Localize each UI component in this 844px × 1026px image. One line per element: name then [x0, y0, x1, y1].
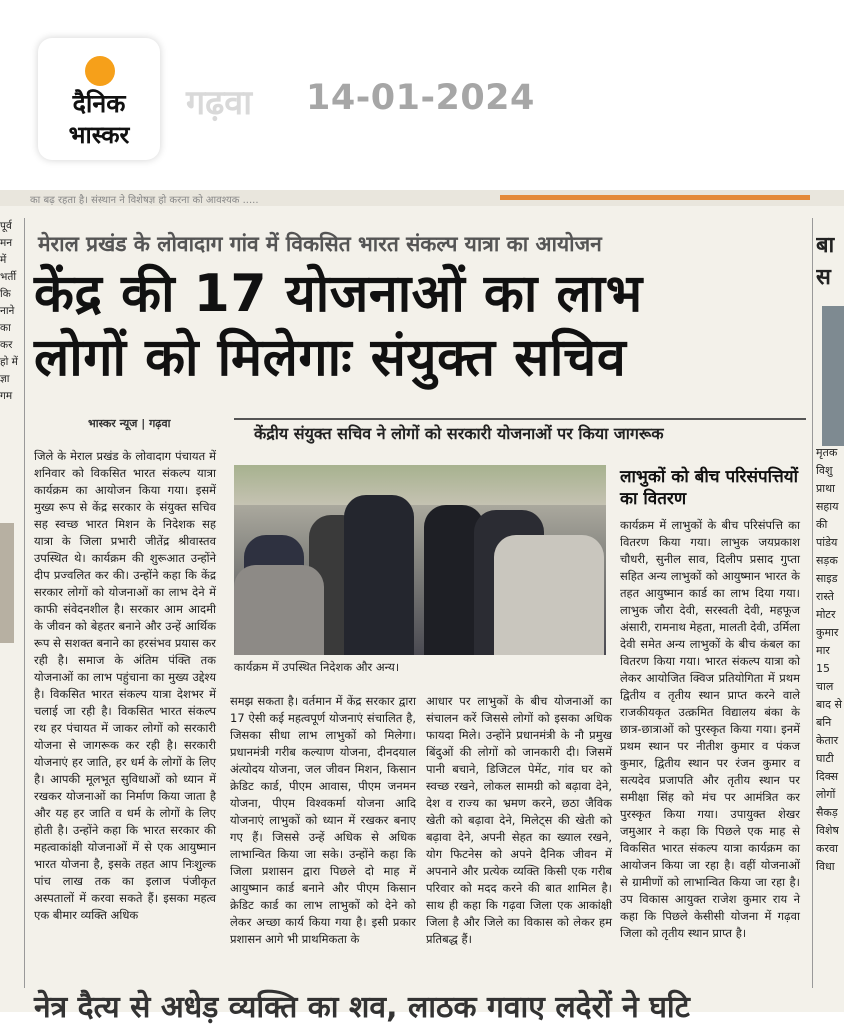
body-column-1: जिले के मेराल प्रखंड के लोवादाग पंचायत में शनिवार को विकसित भारत संकल्प यात्रा कार्यक्रम का आयोजन किया गया। इसमें मुख्य रूप से केंद्र सरकार के संयुक्त सचिव सह स्वच्छ भारत मिशन के निदेशक सह यात्रा के जिला प्रभारी जीतेंद्र श्रीवास्तव उपस्थित थे। कार्यक्रम की शुरूआत उन्होंने दीप प्रज्वलित कर की। उन्होंने कहा कि केंद्र सरकार लोगों को योजनाओं का लाभ देने में काफी संवेदनशील है। सरकार आम आदमी के जीवन को बेहतर बनाने और उन्हें आर्थिक रूप से सशक्त बनाने का हरसंभव प्रयास कर रही है। समाज के अंतिम पंक्ति तक योजनाओं का लाभ पहुंचाना का मुख्य उद्देश्य है। विकसित भारत संकल्प यात्रा देशभर में चलाई जा रही है। विकसित भारत संकल्प रथ हर पंचायत में जाकर लोगों को सरकारी योजना से जागरूक कर रही है। सरकारी योजनाएं हर जाति, हर धर्म के लोगों के लिए है। आपकी मूलभूत सुविधाओं को ध्यान में रखकर योजनाओं का निर्माण किया जाता है और यह हर जाति व धर्म के लोगों के लिए होती है। उन्होंने कहा कि भारत सरकार की महत्वाकांक्षी योजनाओं में से एक आयुष्मान भारत योजना है, इसके तहत आप निःशुल्क पांच लाख तक का इलाज पंजीकृत अस्पतालों में करवा सकते हैं। इसका महत्व एक बीमार व्यक्ति अधिक: [34, 449, 216, 922]
top-cut-text: का बढ़ रहता है। संस्थान ने विशेषज्ञ हो करना को आवश्यक .....: [30, 195, 259, 206]
logo-line-1: दैनिक: [72, 89, 126, 118]
body-column-4: कार्यक्रम में लाभुकों के बीच परिसंपत्ति का वितरण किया गया। लाभुक जयप्रकाश चौधरी, सुनील साव, दिलीप प्रसाद गुप्ता सहित अन्य लाभुकों को आयुष्मान भारत के तहत आयुष्मान कार्ड का लाभ दिया गया। लाभुक जौरा देवी, सरस्वती देवी, महफूज अंसारी, रामनाथ मेहता, मालती देवी, उर्मिला देवी समेत अन्य लाभुकों के बीच कंबल का वितरण किया गया। भारत संकल्प यात्रा को लेकर आयोजित क्विज प्रतियोगिता में प्रथम द्वितीय व तृतीय स्थान प्राप्त करने वाले राजकीयकृत उत्क्रमित विद्यालय बंका के छात्र-छात्राओं को पुरस्कृत किया गया। इनमें प्रथम स्थान पर नीतीश कुमार व पंकज कुमार, द्वितीय स्थान पर रंजन कुमार व सत्यदेव प्रजापति और तृतीय स्थान पर समीक्षा सिंह को मंच पर आमंत्रित कर पुरस्कृत किया गया। उपायुक्त शेखर जमुआर ने कहा कि पिछले एक माह से विकसित भारत संकल्प यात्रा कार्यक्रम का आयोजन किया जा रहा है। वहीं योजनाओं से ग्रामीणों को लाभान्वित किया जा रहा है। उप विकास आयुक्त राजेश कुमार राय ने कहा कि पिछले केसीसी योजना में गढ़वा जिला को तृतीय स्थान प्राप्त है।: [620, 518, 800, 940]
headline-line-1: केंद्र की 17 योजनाओं का लाभ: [34, 264, 643, 324]
deck-rule: [234, 418, 806, 420]
photo-person: [344, 495, 414, 655]
headline-line-2: लोगों को मिलेगाः संयुक्त सचिव: [34, 328, 627, 388]
photo-person: [234, 565, 324, 655]
left-strip-text: पूर्व मन में भर्ती कि नाने का कर हो में ज्ञा गम: [0, 220, 18, 402]
right-strip-heading: बा स: [816, 233, 835, 290]
edition-city: गढ़वा: [186, 83, 252, 123]
orange-rule: [500, 195, 810, 200]
article-headline: [34, 262, 814, 390]
body-column-2: समझ सकता है। वर्तमान में केंद्र सरकार द्वारा 17 ऐसी कई महत्वपूर्ण योजनाएं संचालित है, जिसका सीधा लाभ लाभुकों को मिलेगा। प्रधानमंत्री गरीब कल्याण योजना, दीनदयाल अंत्योदय योजना, जल जीवन मिशन, किसान क्रेडिट कार्ड, पीएम आवास, पीएम जनमन योजना, पीएम विश्वकर्मा योजना आदि योजनाएं लाभुकों को ध्यान में रखकर बनाए गए हैं। जिससे उन्हें अधिक से अधिक लाभान्वित किया जा सके। उन्होंने कहा कि जिला प्रशासन द्वारा पिछले दो माह में आयुष्मान कार्ड बनाने और पीएम किसान क्रेडिट कार्ड का लाभ लाभुकों को देने को लेकर अच्छा कार्य किया गया है। इसी प्रकार प्रशासन आगे भी प्राथमिकता के: [230, 694, 416, 946]
left-adjacent-column: [0, 218, 20, 998]
logo-line-2: भास्कर: [68, 121, 130, 149]
sun-icon: [85, 56, 115, 86]
sidebar-heading: लाभुकों को बीच परिसंपत्तियों का वितरण: [620, 467, 799, 509]
photo-person: [494, 535, 604, 655]
right-strip-text: मृतक विशु प्राथा सहाय की पांडेय सड़क साइड रास्ते मोटर कुमार मार 15 चाल बाद से बनि केतार घाटी दिक्स लोगों सैकड़ विशेष करवा विधा: [816, 446, 842, 873]
newspaper-clipping: [0, 190, 844, 1025]
right-adjacent-column: [816, 230, 844, 1010]
body-column-3: आधार पर लाभुकों के बीच योजनाओं का संचालन करें जिससे लोगों को इसका अधिक फायदा मिले। उन्होंने प्रधानमंत्री के नौ प्रमुख बिंदुओं की लोगों को जानकारी दी। जिसमें पानी बचाने, डिजिटल पेमेंट, गांव घर को स्वच्छ रखने, लोकल सामग्री को बढ़ावा देने, देश व राज्य का भ्रमण करने, छठा जैविक खेती को बढ़ावा देने, मिलेट्स की खेती को बढ़ावा देने, अपनी सेहत का ख्याल रखने, योग फिटनेस को अपने दैनिक जीवन में अपनाने और प्रत्येक व्यक्ति किसी एक गरीब परिवार को मदद करने की बात शामिल है। साथ ही कहा कि गढ़वा जिला एक आकांक्षी जिला है और जिले का विकास को लेकर हम प्रतिबद्ध हैं।: [426, 694, 612, 946]
dainik-bhaskar-logo[interactable]: [38, 38, 160, 160]
column-divider: [24, 218, 25, 988]
app-header: [0, 0, 844, 190]
right-strip-photo: [822, 306, 844, 446]
photo-caption: कार्यक्रम में उपस्थित निदेशक और अन्य।: [234, 660, 400, 674]
byline: भास्कर न्यूज | गढ़वा: [88, 417, 171, 430]
left-strip-photo: [0, 523, 14, 643]
article-kicker: मेराल प्रखंड के लोवादाग गांव में विकसित भारत संकल्प यात्रा का आयोजन: [38, 232, 602, 256]
photo-background: [234, 465, 606, 505]
cut-off-text-row: [0, 190, 844, 206]
next-headline-cut: नेत्र दैत्य से अधेड़ व्यक्ति का शव, लाठक गवाए लदेरों ने घटि: [34, 990, 690, 1025]
article-deck: केंद्रीय संयुक्त सचिव ने लोगों को सरकारी योजनाओं पर किया जागरूक: [254, 424, 664, 443]
edition-date: 14-01-2024: [306, 78, 535, 118]
event-photo: [234, 465, 606, 655]
